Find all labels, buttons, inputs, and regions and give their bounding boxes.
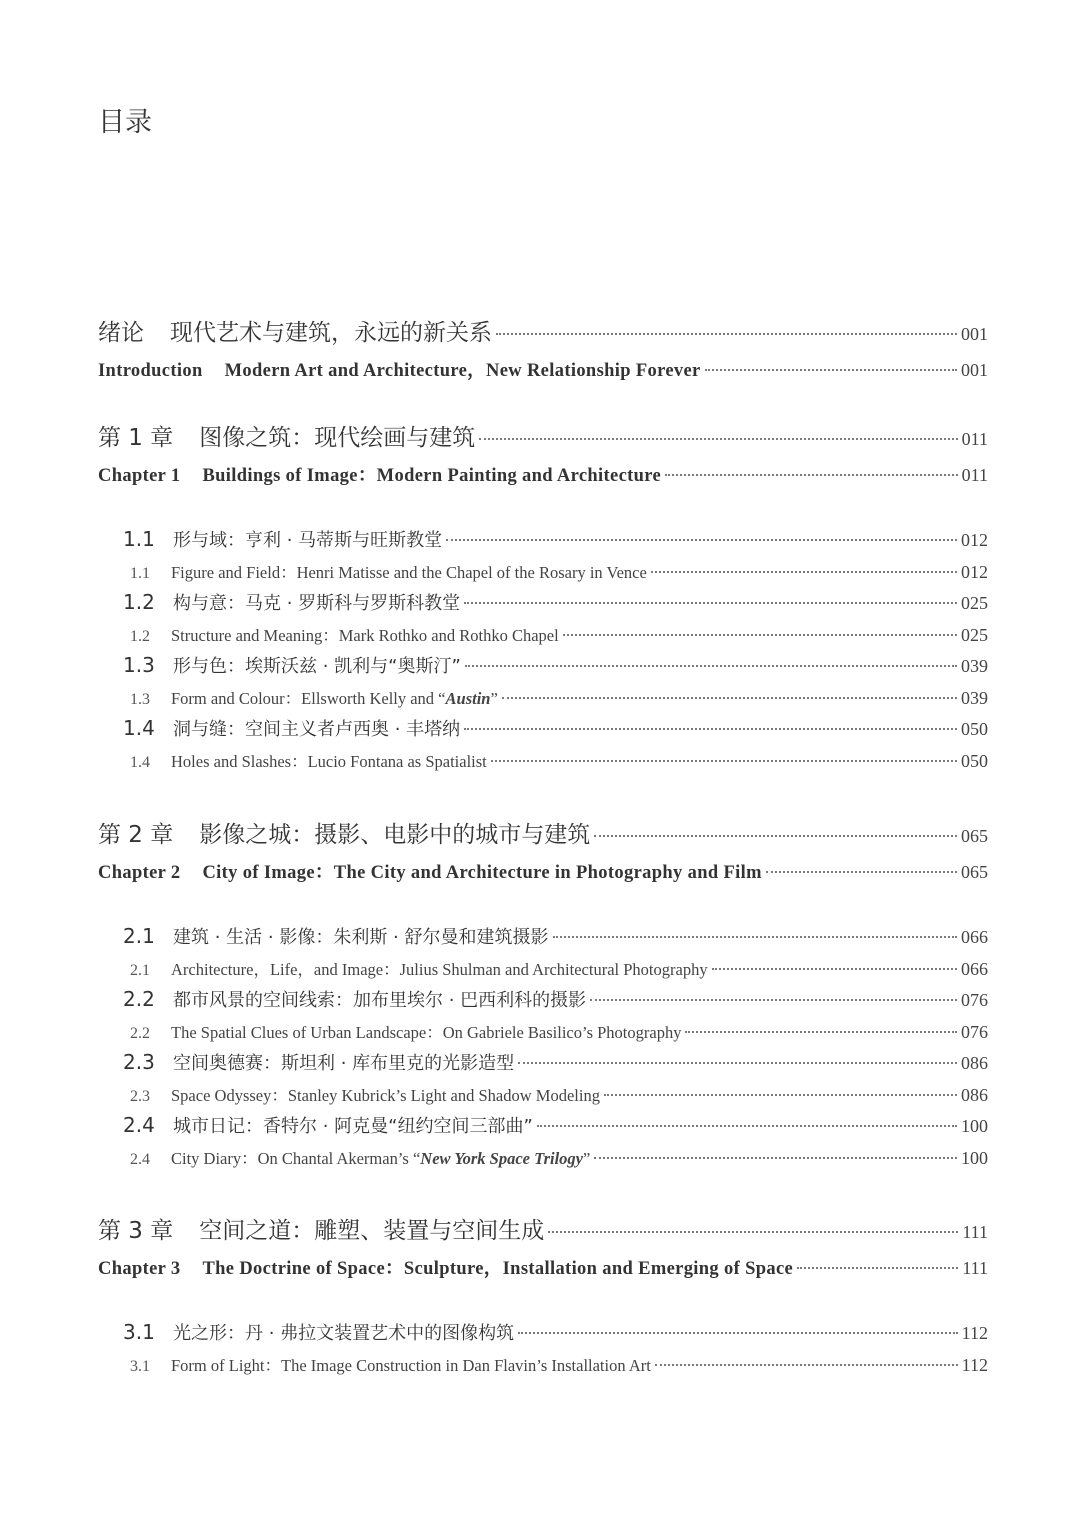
page-number: 065 [961, 826, 988, 846]
dot-leader [496, 333, 957, 335]
section-title: Holes and Slashes：Lucio Fontana as Spatialist [171, 752, 487, 771]
section-number: 1.1 [123, 527, 155, 551]
page-number: 025 [961, 625, 988, 645]
section-number: 3.1 [130, 1358, 150, 1375]
toc-entry-section-3-1-cn[interactable] [123, 1319, 988, 1345]
chapter-title: Buildings of Image：Modern Painting and Architecture [202, 466, 662, 486]
section-title: 建筑 · 生活 · 影像：朱利斯 · 舒尔曼和建筑摄影 [173, 927, 549, 948]
dot-leader [548, 1231, 958, 1233]
page-number: 011 [961, 429, 988, 449]
toc-entry-intro-en[interactable] [98, 356, 988, 382]
section-number: 1.2 [130, 628, 150, 645]
section-number: 1.2 [123, 590, 155, 614]
page-number: 025 [961, 593, 988, 613]
section-number: 2.2 [130, 1025, 150, 1042]
toc-entry-section-1-1-cn[interactable] [123, 526, 988, 552]
section-title: 光之形：丹 · 弗拉文装置艺术中的图像构筑 [173, 1323, 515, 1344]
dot-leader [665, 474, 958, 476]
page-number: 012 [961, 530, 988, 550]
page-number: 066 [961, 959, 988, 979]
dot-leader [502, 697, 957, 699]
page-number: 086 [961, 1053, 988, 1073]
dot-leader [594, 1157, 957, 1159]
dot-leader [518, 1062, 957, 1064]
section-number: 2.1 [123, 924, 155, 948]
toc-entry-section-2-2-en[interactable] [123, 1019, 988, 1043]
toc-entry-chapter-2-cn[interactable] [98, 816, 988, 849]
dot-leader [604, 1094, 957, 1096]
toc-entry-chapter-1-en[interactable] [98, 461, 988, 487]
toc-entry-section-1-4-cn[interactable] [123, 715, 988, 741]
chapter-title: 空间之道：雕塑、装置与空间生成 [199, 1218, 545, 1244]
page-number: 112 [961, 1323, 988, 1343]
toc-entry-section-1-3-en[interactable] [123, 685, 988, 709]
section-title: 形与色：埃斯沃兹 · 凯利与“奥斯汀” [173, 656, 461, 677]
dot-leader [479, 438, 957, 440]
section-number: 2.4 [130, 1151, 150, 1168]
section-title: Architecture，Life，and Image：Julius Shulman and Architectural Photography [171, 960, 708, 979]
page-number: 012 [961, 562, 988, 582]
page-number: 111 [962, 1222, 988, 1242]
toc-entry-section-1-4-en[interactable] [123, 748, 988, 772]
section-title: The Spatial Clues of Urban Landscape：On Gabriele Basilico’s Photography [171, 1023, 682, 1042]
dot-leader [655, 1364, 958, 1366]
entry-title: 现代艺术与建筑，永远的新关系 [170, 320, 492, 346]
dot-leader [563, 634, 957, 636]
page-number: 111 [962, 1258, 988, 1278]
section-title: 都市风景的空间线索：加布里埃尔 · 巴西利科的摄影 [173, 990, 587, 1011]
chapter-title: 影像之城：摄影、电影中的城市与建筑 [199, 822, 591, 848]
section-number: 2.4 [123, 1113, 155, 1137]
toc-entry-section-2-1-cn[interactable] [123, 923, 988, 949]
section-number: 1.3 [130, 691, 150, 708]
page-number: 039 [961, 656, 988, 676]
dot-leader [685, 1031, 957, 1033]
toc-entry-chapter-3-cn[interactable] [98, 1212, 988, 1245]
toc-entry-section-2-4-en[interactable] [123, 1145, 988, 1169]
section-number: 2.3 [123, 1050, 155, 1074]
section-number: 2.3 [130, 1088, 150, 1105]
section-number: 1.4 [130, 754, 150, 771]
work-title-austin: Austin [445, 689, 491, 708]
page-number: 011 [961, 465, 988, 485]
section-number: 3.1 [123, 1320, 155, 1344]
chapter-title: City of Image：The City and Architecture in Photography and Film [202, 863, 762, 883]
toc-entry-section-3-1-en[interactable] [123, 1352, 988, 1376]
toc-entry-section-1-2-en[interactable] [123, 622, 988, 646]
dot-leader [537, 1125, 957, 1127]
toc-entry-chapter-3-en[interactable] [98, 1254, 988, 1280]
dot-leader [464, 728, 957, 730]
entry-title: Modern Art and Architecture，New Relationship Forever [224, 361, 701, 381]
page-number: 112 [961, 1355, 988, 1375]
toc-entry-section-2-1-en[interactable] [123, 956, 988, 980]
chapter-label: Chapter 2 [98, 863, 181, 883]
page-number: 001 [961, 324, 988, 344]
section-title: Figure and Field：Henri Matisse and the Chapel of the Rosary in Vence [171, 563, 647, 582]
toc-entry-section-2-4-cn[interactable] [123, 1112, 988, 1138]
toc-entry-section-1-3-cn[interactable] [123, 652, 988, 678]
page-number: 076 [961, 1022, 988, 1042]
chapter-label: 第 1 章 [98, 425, 174, 451]
work-title-trilogy: New York Space Trilogy [420, 1149, 583, 1168]
page-number: 100 [961, 1116, 988, 1136]
chapter-title: The Doctrine of Space：Sculpture，Installation and Emerging of Space [202, 1259, 794, 1279]
dot-leader [464, 602, 957, 604]
dot-leader [465, 665, 957, 667]
page-number: 065 [961, 862, 988, 882]
dot-leader [594, 835, 957, 837]
section-number: 1.3 [123, 653, 155, 677]
section-title: 洞与缝：空间主义者卢西奥 · 丰塔纳 [173, 719, 461, 740]
page-number: 050 [961, 751, 988, 771]
toc-entry-section-2-3-en[interactable] [123, 1082, 988, 1106]
dot-leader [553, 936, 958, 938]
section-number: 2.2 [123, 987, 155, 1011]
dot-leader [705, 369, 957, 371]
dot-leader [797, 1267, 958, 1269]
page-number: 100 [961, 1148, 988, 1168]
page-number: 050 [961, 719, 988, 739]
toc-entry-section-2-2-cn[interactable] [123, 986, 988, 1012]
page-number: 086 [961, 1085, 988, 1105]
dot-leader [590, 999, 957, 1001]
page-number: 039 [961, 688, 988, 708]
section-title: 空间奥德赛：斯坦利 · 库布里克的光影造型 [173, 1053, 515, 1074]
section-number: 1.4 [123, 716, 155, 740]
page-number: 001 [961, 360, 988, 380]
toc-entry-chapter-2-en[interactable] [98, 858, 988, 884]
toc-entry-section-1-2-cn[interactable] [123, 589, 988, 615]
dot-leader [518, 1332, 957, 1334]
chapter-label: 第 2 章 [98, 822, 174, 848]
dot-leader [491, 760, 957, 762]
section-title: Form and Colour：Ellsworth Kelly and “Austin” [171, 689, 498, 708]
section-number: 2.1 [130, 962, 150, 979]
chapter-label: Chapter 1 [98, 466, 181, 486]
toc-entry-chapter-1-cn[interactable] [98, 419, 988, 452]
toc-entry-section-2-3-cn[interactable] [123, 1049, 988, 1075]
entry-label: Introduction [98, 361, 203, 381]
dot-leader [651, 571, 957, 573]
section-title: City Diary：On Chantal Akerman’s “New York Space Trilogy” [171, 1149, 591, 1168]
dot-leader [712, 968, 957, 970]
section-title: Structure and Meaning：Mark Rothko and Rothko Chapel [171, 626, 559, 645]
section-title: 形与域：亨利 · 马蒂斯与旺斯教堂 [173, 530, 443, 551]
chapter-title: 图像之筑：现代绘画与建筑 [199, 425, 476, 451]
section-title: 构与意：马克 · 罗斯科与罗斯科教堂 [173, 593, 461, 614]
entry-label: 绪论 [98, 320, 144, 346]
page-title: 目录 [98, 107, 152, 138]
chapter-label: Chapter 3 [98, 1259, 181, 1279]
section-number: 1.1 [130, 565, 150, 582]
page-number: 066 [961, 927, 988, 947]
section-title: Space Odyssey：Stanley Kubrick’s Light and Shadow Modeling [171, 1086, 600, 1105]
toc-entry-section-1-1-en[interactable] [123, 559, 988, 583]
section-title: 城市日记：香特尔 · 阿克曼“纽约空间三部曲” [173, 1116, 533, 1137]
page-number: 076 [961, 990, 988, 1010]
toc-entry-intro-cn[interactable] [98, 314, 988, 347]
dot-leader [766, 871, 957, 873]
dot-leader [446, 539, 957, 541]
section-title: Form of Light：The Image Construction in Dan Flavin’s Installation Art [171, 1356, 651, 1375]
chapter-label: 第 3 章 [98, 1218, 174, 1244]
